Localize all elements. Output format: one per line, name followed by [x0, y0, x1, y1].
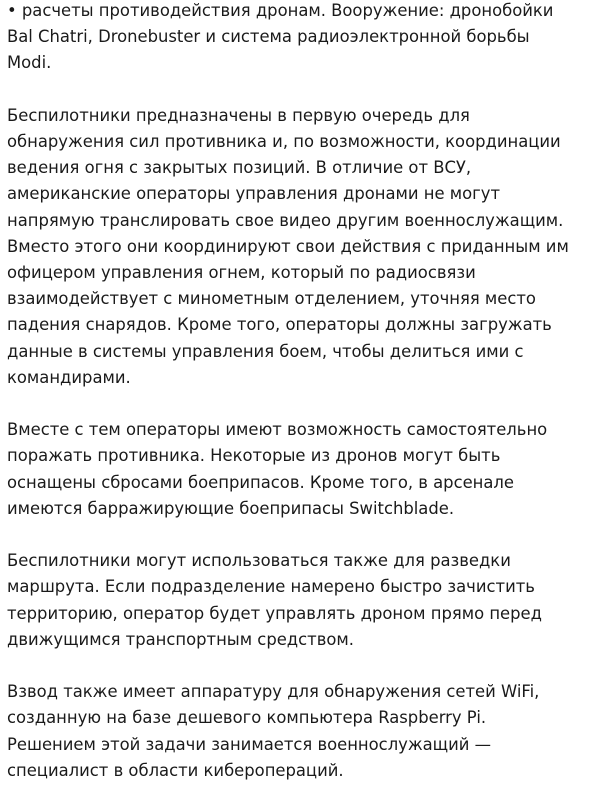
paragraph-strike-capability [7, 417, 587, 522]
text-line: • расчеты противодействия дронам. Вооружение: дронобойки [7, 1, 554, 20]
text-line: напрямую транслировать свое видео другим военнослужащим. [7, 210, 564, 230]
paragraph-drone-purpose [7, 103, 587, 391]
text-line: обнаружения сил противника и, по возможности, координации [7, 132, 561, 151]
text-line: специалист в области киберопераций. [7, 760, 344, 780]
paragraph-wifi-detection [7, 679, 587, 784]
text-line: Взвод также имеет аппаратуру для обнаружения сетей WiFi, [7, 682, 540, 702]
text-line: американские операторы управления дронами не могут [7, 184, 501, 204]
text-line: падения снарядов. Кроме того, операторы должны загружать [7, 315, 552, 335]
text-line: имеются барражирующие боеприпасы Switchblade. [7, 498, 455, 518]
article-body [7, 0, 587, 810]
text-line: Bal Chatri, Dronebuster и система радиоэлектронной борьбы [7, 27, 530, 47]
text-line: маршрута. Если подразделение намерено быстро зачистить [7, 577, 535, 597]
text-line: данные в системы управления боем, чтобы делиться ими с [7, 341, 524, 361]
paragraph-counter-drone-crews [7, 0, 587, 77]
text-line: Решением этой задачи занимается военнослужащий — [7, 734, 492, 754]
text-line: офицером управления огнем, который по радиосвязи [7, 263, 476, 283]
text-line: Беспилотники могут использоваться также для разведки [7, 551, 511, 571]
text-line: Вместо этого они координируют свои действия с приданным им [7, 236, 569, 256]
text-line: движущимся транспортным средством. [7, 629, 354, 649]
text-line: созданную на базе дешевого компьютера Raspberry Pi. [7, 708, 487, 728]
text-line: Modi. [7, 53, 52, 73]
text-line: взаимодействует с минометным отделением, уточняя место [7, 289, 536, 309]
text-line: Вместе с тем операторы имеют возможность самостоятельно [7, 420, 548, 440]
paragraph-route-recon [7, 548, 587, 653]
text-line: Беспилотники предназначены в первую очередь для [7, 105, 470, 125]
text-line: территорию, оператор будет управлять дроном прямо перед [7, 603, 542, 623]
text-line: поражать противника. Некоторые из дронов могут быть [7, 446, 501, 466]
text-line: ведения огня с закрытых позиций. В отличие от ВСУ, [7, 158, 472, 178]
text-line: командирами. [7, 367, 131, 387]
text-line: оснащены сбросами боеприпасов. Кроме того, в арсенале [7, 472, 514, 492]
